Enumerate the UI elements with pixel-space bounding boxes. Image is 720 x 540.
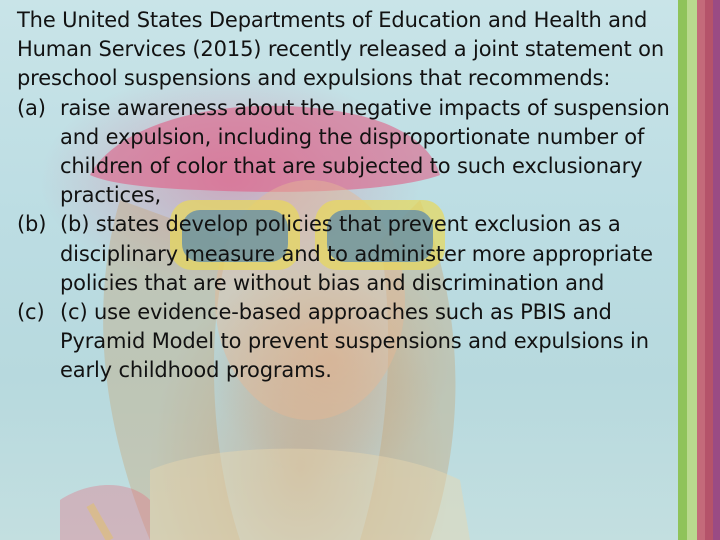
list-item-text: (b) states develop policies that prevent exclusion as a disciplinary measure and to administer more appropriate policies that are without bias and discrimination and <box>60 212 653 295</box>
list-marker: (b) <box>17 212 47 237</box>
stripe-dark-rose <box>705 0 713 540</box>
list-marker: (c) <box>17 300 45 325</box>
slide-body <box>17 6 685 386</box>
list-item-text: raise awareness about the negative impacts of suspension and expulsion, including the disproportionate number of children of color that are subjected to such exclusionary practices, <box>60 95 670 208</box>
list-item <box>17 298 685 386</box>
stripe-light-green <box>687 0 697 540</box>
stripe-rose <box>697 0 705 540</box>
intro-paragraph: The United States Departments of Education and Health and Human Services (2015) recently released a joint statement on preschool suspensions and expulsions that recommends: <box>17 8 664 91</box>
list-item-text: (c) use evidence-based approaches such as PBIS and Pyramid Model to prevent suspensions and expulsions in early childhood programs. <box>60 300 649 383</box>
stripe-purple <box>713 0 720 540</box>
list-item <box>17 94 685 211</box>
list-item <box>17 210 685 298</box>
list-marker: (a) <box>17 95 46 120</box>
